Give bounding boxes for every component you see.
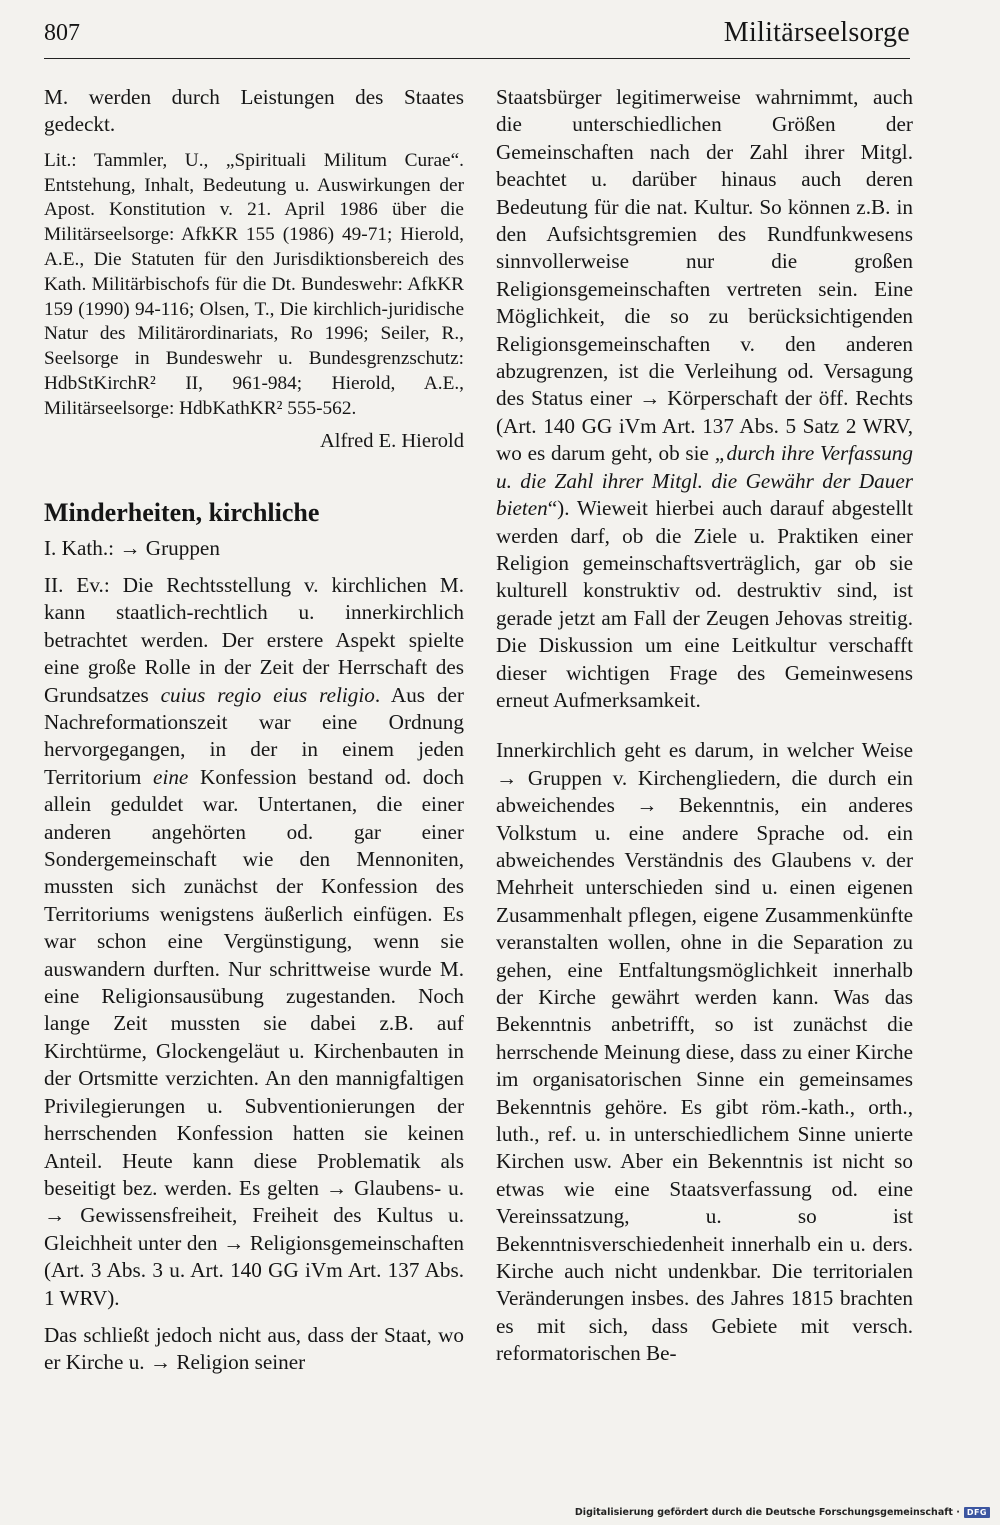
dfg-logo: DFG [964, 1507, 990, 1518]
running-head: Militärseelsorge [723, 17, 910, 48]
author-signature: Alfred E. Hierold [319, 429, 464, 452]
text-run: II. Ev.: Die Rechtsstellung v. kirchlichen M. kann staatlich-rechtlich u. innerkirchlich betrachtet werden. Der erstere Aspekt spielte eine große Rolle in der Zeit der Herrschaft des Grundsatzes [44, 572, 464, 707]
text-run: “). Wieweit hierbei auch darauf abgestellt werden darf, ob die Ziele u. Praktiken einer Religion gemeinschaftsverträglich, gar ob sie kulturell konstruktiv od. destruktiv sind, ist gerade jetzt am Fall der Zeugen Jehovas streitig. Die Diskussion um eine Leitkultur verschafft dieser wichtigen Frage des Gemeinwesens erneut Aufmerksamkeit. [496, 496, 913, 712]
header-rule [44, 58, 910, 59]
text-run: Staatsbürger legitimerweise wahrnimmt, auch die unterschiedlichen Größen der Gemeinschaften nach der Zahl ihrer Mitgl. beachtet u. darüber hinaus auch deren Bedeutung für die nat. Kultur. So können z.B. in den Aufsichtsgremien des Rundfunkwesens sinnvollerweise nur die großen Religionsgemeinschaften vertreten sein. Eine Möglichkeit, die so zu berücksichtigenden Religionsgemeinschaften v. den anderen abzugrenzen, ist die Verleihung od. Versagung des Status einer → Körperschaft der öff. Rechts (Art. 140 GG iVm Art. 137 Abs. 5 Satz 2 WRV, wo es darum geht, ob sie [496, 85, 913, 466]
section-protestant-paragraph [44, 572, 464, 1312]
italic-quote: „durch ihre Verfassung u. die Zahl ihrer Mitgl. die Gewähr der Dauer bieten [496, 441, 913, 521]
text-run: . Aus der Nachreformationszeit war eine Ordnung hervorgegangen, in der in einem jeden Territorium [44, 682, 464, 789]
intro-paragraph: M. werden durch Leistungen des Staates gedeckt. [44, 85, 464, 137]
section-protestant-paragraph-2: Das schließt jedoch nicht aus, dass der Staat, wo er Kirche u. → Religion seiner [44, 1322, 464, 1375]
right-column [496, 84, 913, 1368]
page-number: 807 [44, 20, 80, 46]
article-heading: Minderheiten, kirchliche [44, 497, 320, 527]
text-run: Konfession bestand od. doch allein geduldet war. Untertanen, die einer anderen angehörten od. gar einer Sondergemeinschaft wie den Mennoniten, mussten sich zunächst der Konfession des Territoriums wenigstens äußerlich einfügen. Es war schon eine Vergünstigung, wenn sie auswandern durften. Nur schrittweise wurde M. eine Religionsausübung zugestanden. Noch lange Zeit mussten sie dabei z.B. auf Kirchtürme, Glockengeläut u. Kirchenbauten in der Ortsmitte verzichten. An den mannigfaltigen Privilegierungen u. Subventionierungen der herrschenden Konfession hatten sie keinen Anteil. Heute kann diese Problematik als beseitigt bez. werden. Es gelten → Glaubens- u. → Gewissensfreiheit, Freiheit des Kultus u. Gleichheit unter den → Religionsgemeinschaften (Art. 3 Abs. 3 u. Art. 140 GG iVm Art. 137 Abs. 1 WRV). [44, 764, 464, 1310]
digitization-footer [575, 1507, 990, 1518]
literature-paragraph: Lit.: Tammler, U., „Spirituali Militum Curae“. Entstehung, Inhalt, Bedeutung u. Auswirkungen der Apost. Konstitution v. 21. April 1986 über die Militärseelsorge: AfkKR 155 (1986) 49-71; Hierold, A.E., Die Statuten für den Jurisdiktionsbereich des Kath. Militärbischofs für die Dt. Bundeswehr: AfkKR 159 (1990) 94-116; Olsen, T., Die kirchlich-juridische Natur des Militärordinariats, Ro 1996; Seiler, R., Seelsorge in Bundeswehr u. Bundesgrenzschutz: HdbStKirchR² II, 961-984; Hierold, A.E., Militärseelsorge: HdbKathKR² 555-562. [44, 149, 464, 419]
italic-word: eine [153, 764, 189, 789]
italic-phrase: cuius regio eius religio [160, 682, 375, 707]
left-column [44, 84, 464, 1377]
footer-text: Digitalisierung gefördert durch die Deutsche Forschungsgemeinschaft · [574, 1507, 960, 1518]
right-paragraph-2: Innerkirchlich geht es darum, in welcher Weise → Gruppen v. Kirchengliedern, die durch ein abweichendes → Bekenntnis, ein anderes Volkstum u. eine andere Sprache od. ein abweichendes Verständnis des Glaubens v. der Mehrheit unterschieden sind u. einen eigenen Zusammenhalt pflegen, eigene Zusammenkünfte veranstalten wollen, ohne in die Separation zu gehen, eine Entfaltungsmöglichkeit innerhalb der Kirche gewährt werden kann. Was das Bekenntnis anbetrifft, so ist zunächst die herrschende Meinung diese, dass zu einer Kirche im organisatorischen Sinne ein gemeinsames Bekenntnis gehöre. Es gibt röm.-kath., orth., luth., ref. u. in unterschiedlichem Sinne unierte Kirchen usw. Aber ein Bekenntnis ist nicht so etwas wie eine Staatsverfassung od. eine Vereinssatzung, u. so ist Bekenntnisverschiedenheit innerhalb ein u. ders. Kirche auch nicht undenkbar. Die territorialen Veränderungen insbes. des Jahres 1815 brachten es mit sich, dass Gebiete mit versch. reformatorischen Be- [496, 738, 913, 1366]
section-catholic: I. Kath.: → Gruppen [44, 535, 220, 560]
right-paragraph-1 [496, 84, 913, 714]
